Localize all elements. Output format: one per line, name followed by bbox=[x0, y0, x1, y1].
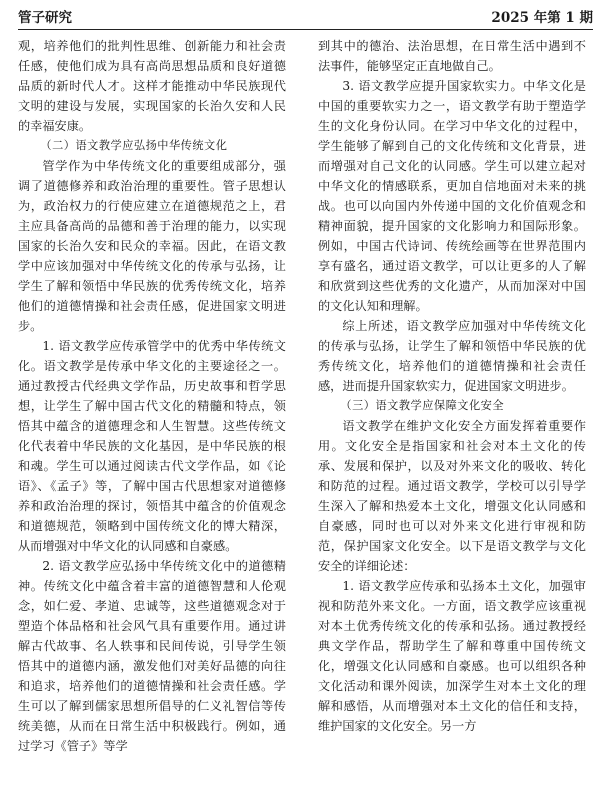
point-2-paragraph: 2. 语文教学应弘扬中华传统文化中的道德精神。传统文化中蕴含着丰富的道德智慧和人伦观念，如仁爱、孝道、忠诚等，这些道德观念对于塑造个体品格和社会风气具有重要作用。通过讲解古代故事、名人轶事和民间传说，引导学生领悟其中的道德内涵，激发他们对美好品德的向往和追求，培养他们的道德情操和社会责任感。学生可以了解到儒家思想所倡导的仁义礼智信等传统美德，从而在日常生活中积极践行。例如，通过学习《管子》等学 bbox=[18, 559, 286, 753]
right-column bbox=[318, 36, 586, 736]
journal-title: 管子研究 bbox=[18, 10, 72, 26]
paragraph-continued: 观，培养他们的批判性思维、创新能力和社会责任感，使他们成为具有高尚思想品质和良好道德品质的新时代人才。这样才能推动中华民族现代文明的建设与发展，实现国家的长治久安和人民的幸福安康。 bbox=[18, 39, 286, 133]
point-3-paragraph: 3. 语文教学应提升国家软实力。中华文化是中国的重要软实力之一，语文教学有助于塑造学生的文化身份认同。在学习中华文化的过程中，学生能够了解到自己的文化传统和文化背景，进而增强对自己文化的认同感。学生可以建立起对中华文化的情感联系，更加自信地面对未来的挑战。也可以向国内外传递中国的文化价值观念和精神面貌，提升国家的文化影响力和国际形象。例如，中国古代诗词、传统绘画等在世界范围内享有盛名，通过语文教学，可以让更多的人了解和欣赏到这些优秀的文化遗产，从而加深对中国的文化认知和理解。 bbox=[318, 79, 586, 313]
point-1-paragraph: 1. 语文教学应传承和弘扬本土文化，加强审视和防范外来文化。一方面，语文教学应该重视对本土优秀传统文化的传承和弘扬。通过教授经典文学作品，帮助学生了解和尊重中国传统文化，增强文化认同感和自豪感。也可以组织各种文化活动和课外阅读，加深学生对本土文化的理解和感悟，从而增强对本土文化的信任和支持，维护国家的文化安全。另一方 bbox=[318, 579, 586, 733]
running-header bbox=[18, 6, 593, 30]
issue-label: 2025 年第 1 期 bbox=[491, 10, 593, 26]
section-heading-2: （二）语文教学应弘扬中华传统文化 bbox=[40, 139, 228, 152]
section-2-intro: 管学作为中华传统文化的重要组成部分，强调了道德修养和政治治理的重要性。管子思想认为，政治权力的行使应建立在道德规范之上，君主应具备高尚的品德和善于治理的能力，以实现国家的长治久安和民众的幸福。因此，在语文教学中应该加强对中华传统文化的传承与弘扬，让学生了解和领悟中华民族的优秀传统文化，培养他们的道德情操和社会责任感，促进国家文明进步。 bbox=[18, 159, 286, 333]
left-column bbox=[18, 36, 286, 756]
paragraph-continued: 到其中的德治、法治思想，在日常生活中遇到不法事件，能够坚定正直地做自己。 bbox=[318, 39, 586, 73]
point-1-paragraph: 1. 语文教学应传承管学中的优秀中华传统文化。语文教学是传承中华文化的主要途径之一。通过教授古代经典文学作品，历史故事和哲学思想，让学生了解中国古代文化的精髓和特点，领悟其中蕴含的道德理念和人生智慧。这些传统文化代表着中华民族的文化基因，是中华民族的根和魂。学生可以通过阅读古代文学作品，如《论语》、《孟子》等，了解中国古代思想家对道德修养和政治治理的探讨，领悟其中蕴含的价值观念和道德规范，领略到中国传统文化的博大精深，从而增强对中华文化的认同感和自豪感。 bbox=[18, 339, 286, 553]
section-3-intro: 语文教学在维护文化安全方面发挥着重要作用。文化安全是指国家和社会对本土文化的传承、发展和保护，以及对外来文化的吸收、转化和防范的过程。通过语文教学，学校可以引导学生深入了解和热爱本土文化，增强文化认同感和自豪感，同时也可以对外来文化进行审视和防范，保护国家文化安全。以下是语文教学与文化安全的详细论述： bbox=[318, 419, 586, 573]
summary-paragraph: 综上所述，语文教学应加强对中华传统文化的传承与弘扬，让学生了解和领悟中华民族的优秀传统文化，培养他们的道德情操和社会责任感，进而提升国家软实力，促进国家文明进步。 bbox=[318, 319, 586, 393]
section-heading-3: （三）语文教学应保障文化安全 bbox=[340, 399, 505, 412]
